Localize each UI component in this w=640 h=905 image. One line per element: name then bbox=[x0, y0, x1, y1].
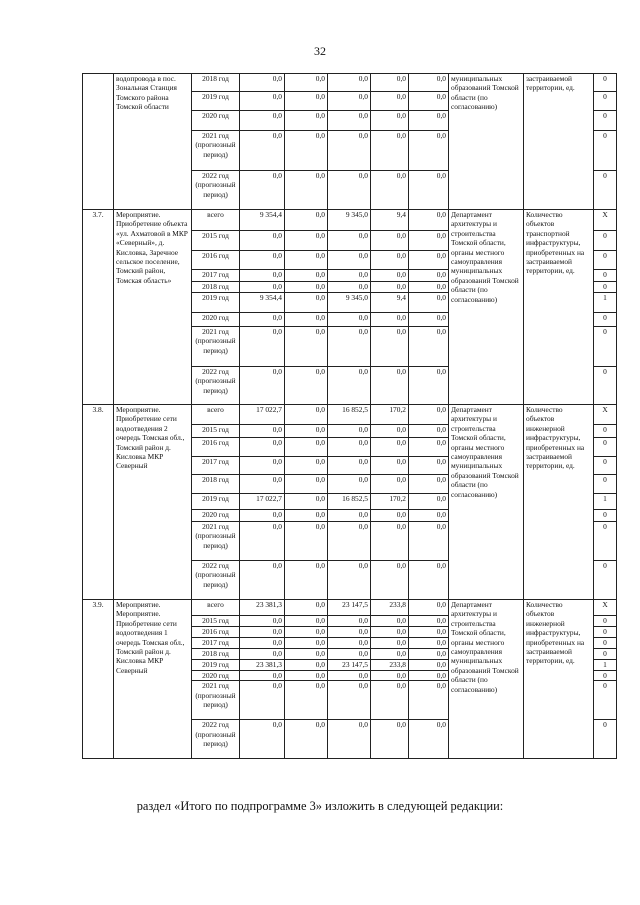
value-regional: 0,0 bbox=[328, 92, 371, 111]
indicator-value: 0 bbox=[594, 270, 617, 282]
period-cell: 2019 год bbox=[192, 660, 240, 671]
value-regional: 0,0 bbox=[328, 270, 371, 282]
value-extrabudget: 0,0 bbox=[409, 720, 449, 759]
indicator-value: 0 bbox=[594, 231, 617, 251]
value-regional: 0,0 bbox=[328, 231, 371, 251]
period-cell: 2020 год bbox=[192, 671, 240, 681]
value-regional: 0,0 bbox=[328, 522, 371, 561]
value-local: 0,0 bbox=[371, 131, 409, 171]
value-total: 9 354,4 bbox=[240, 210, 285, 231]
value-local: 0,0 bbox=[371, 561, 409, 600]
value-federal: 0,0 bbox=[285, 649, 328, 660]
value-regional: 0,0 bbox=[328, 616, 371, 627]
value-regional: 16 852,5 bbox=[328, 494, 371, 510]
value-local: 0,0 bbox=[371, 231, 409, 251]
period-cell: 2017 год bbox=[192, 638, 240, 649]
table-row bbox=[83, 210, 617, 231]
indicator-value: 0 bbox=[594, 681, 617, 720]
value-total: 0,0 bbox=[240, 171, 285, 210]
value-extrabudget: 0,0 bbox=[409, 210, 449, 231]
period-cell: 2022 год (прогнозный период) bbox=[192, 367, 240, 405]
value-total: 0,0 bbox=[240, 561, 285, 600]
table-row bbox=[83, 74, 617, 92]
value-total: 0,0 bbox=[240, 131, 285, 171]
value-local: 0,0 bbox=[371, 425, 409, 438]
value-federal: 0,0 bbox=[285, 660, 328, 671]
indicator-value: 0 bbox=[594, 171, 617, 210]
value-total: 0,0 bbox=[240, 616, 285, 627]
value-regional: 0,0 bbox=[328, 671, 371, 681]
period-cell: 2018 год bbox=[192, 475, 240, 494]
value-local: 233,8 bbox=[371, 600, 409, 616]
value-total: 0,0 bbox=[240, 681, 285, 720]
value-extrabudget: 0,0 bbox=[409, 660, 449, 671]
value-extrabudget: 0,0 bbox=[409, 231, 449, 251]
table-row bbox=[83, 405, 617, 425]
value-regional: 23 147,5 bbox=[328, 600, 371, 616]
value-regional: 0,0 bbox=[328, 313, 371, 327]
value-local: 0,0 bbox=[371, 627, 409, 638]
value-local: 0,0 bbox=[371, 74, 409, 92]
value-total: 0,0 bbox=[240, 111, 285, 131]
value-total: 0,0 bbox=[240, 270, 285, 282]
value-total: 0,0 bbox=[240, 92, 285, 111]
value-federal: 0,0 bbox=[285, 522, 328, 561]
value-local: 9,4 bbox=[371, 293, 409, 313]
indicator-value: 0 bbox=[594, 522, 617, 561]
value-regional: 0,0 bbox=[328, 649, 371, 660]
period-cell: 2021 год (прогнозный период) bbox=[192, 522, 240, 561]
period-cell: всего bbox=[192, 405, 240, 425]
period-cell: 2021 год (прогнозный период) bbox=[192, 681, 240, 720]
value-federal: 0,0 bbox=[285, 282, 328, 293]
executor-cell: муниципальных образований Томской области (по согласованию) bbox=[449, 74, 524, 210]
indicator-value: 0 bbox=[594, 282, 617, 293]
value-regional: 0,0 bbox=[328, 425, 371, 438]
period-cell: 2015 год bbox=[192, 616, 240, 627]
value-total: 0,0 bbox=[240, 522, 285, 561]
value-federal: 0,0 bbox=[285, 475, 328, 494]
period-cell: 2016 год bbox=[192, 627, 240, 638]
measure-number bbox=[83, 74, 114, 210]
executor-cell: Департамент архитектуры и строительства Томской области, органы местного самоуправления муниципальных образований Томской области (по согласованию) bbox=[449, 405, 524, 600]
value-total: 0,0 bbox=[240, 231, 285, 251]
value-federal: 0,0 bbox=[285, 561, 328, 600]
indicator-value: 0 bbox=[594, 367, 617, 405]
period-cell: 2019 год bbox=[192, 494, 240, 510]
value-extrabudget: 0,0 bbox=[409, 638, 449, 649]
value-regional: 23 147,5 bbox=[328, 660, 371, 671]
period-cell: 2019 год bbox=[192, 293, 240, 313]
measure-name: Мероприятие. Приобретение объекта «ул. Ахматовой в МКР «Северный», д. Кисловка, Заречное сельское поселение, Томский район, Томская область» bbox=[114, 210, 192, 405]
indicator-value: 0 bbox=[594, 131, 617, 171]
value-extrabudget: 0,0 bbox=[409, 367, 449, 405]
indicator-value: 0 bbox=[594, 561, 617, 600]
period-cell: 2015 год bbox=[192, 231, 240, 251]
value-total: 9 354,4 bbox=[240, 293, 285, 313]
indicator-value: 0 bbox=[594, 111, 617, 131]
value-total: 0,0 bbox=[240, 457, 285, 475]
value-federal: 0,0 bbox=[285, 111, 328, 131]
indicator-value: 0 bbox=[594, 425, 617, 438]
value-local: 0,0 bbox=[371, 522, 409, 561]
value-extrabudget: 0,0 bbox=[409, 522, 449, 561]
period-cell: 2022 год (прогнозный период) bbox=[192, 171, 240, 210]
value-local: 0,0 bbox=[371, 367, 409, 405]
value-total: 0,0 bbox=[240, 510, 285, 522]
indicator-name: Количество объектов инженерной инфраструктуры, приобретенных на застраиваемой территории, ед. bbox=[524, 405, 594, 600]
value-regional: 0,0 bbox=[328, 438, 371, 457]
value-local: 0,0 bbox=[371, 270, 409, 282]
value-regional: 0,0 bbox=[328, 638, 371, 649]
value-extrabudget: 0,0 bbox=[409, 425, 449, 438]
value-local: 0,0 bbox=[371, 457, 409, 475]
value-local: 0,0 bbox=[371, 438, 409, 457]
value-federal: 0,0 bbox=[285, 627, 328, 638]
value-extrabudget: 0,0 bbox=[409, 92, 449, 111]
subprogram-table bbox=[82, 73, 617, 759]
value-regional: 0,0 bbox=[328, 561, 371, 600]
indicator-value: 0 bbox=[594, 457, 617, 475]
value-regional: 0,0 bbox=[328, 457, 371, 475]
value-federal: 0,0 bbox=[285, 171, 328, 210]
value-local: 0,0 bbox=[371, 720, 409, 759]
period-cell: 2022 год (прогнозный период) bbox=[192, 561, 240, 600]
measure-number: 3.9. bbox=[83, 600, 114, 759]
value-extrabudget: 0,0 bbox=[409, 627, 449, 638]
indicator-name: застраиваемой территории, ед. bbox=[524, 74, 594, 210]
value-extrabudget: 0,0 bbox=[409, 313, 449, 327]
indicator-value: X bbox=[594, 600, 617, 616]
value-federal: 0,0 bbox=[285, 616, 328, 627]
value-local: 0,0 bbox=[371, 282, 409, 293]
value-extrabudget: 0,0 bbox=[409, 405, 449, 425]
period-cell: 2017 год bbox=[192, 457, 240, 475]
period-cell: 2020 год bbox=[192, 111, 240, 131]
period-cell: 2019 год bbox=[192, 92, 240, 111]
value-federal: 0,0 bbox=[285, 681, 328, 720]
indicator-value: 0 bbox=[594, 74, 617, 92]
value-federal: 0,0 bbox=[285, 438, 328, 457]
value-extrabudget: 0,0 bbox=[409, 561, 449, 600]
value-federal: 0,0 bbox=[285, 313, 328, 327]
executor-cell: Департамент архитектуры и строительства Томской области, органы местного самоуправления муниципальных образований Томской области (по согласованию) bbox=[449, 210, 524, 405]
value-extrabudget: 0,0 bbox=[409, 293, 449, 313]
value-extrabudget: 0,0 bbox=[409, 270, 449, 282]
value-total: 23 381,3 bbox=[240, 600, 285, 616]
value-total: 0,0 bbox=[240, 720, 285, 759]
period-cell: 2021 год (прогнозный период) bbox=[192, 131, 240, 171]
value-regional: 0,0 bbox=[328, 282, 371, 293]
period-cell: всего bbox=[192, 210, 240, 231]
indicator-value: 0 bbox=[594, 438, 617, 457]
value-extrabudget: 0,0 bbox=[409, 131, 449, 171]
period-cell: 2022 год (прогнозный период) bbox=[192, 720, 240, 759]
value-local: 0,0 bbox=[371, 313, 409, 327]
value-extrabudget: 0,0 bbox=[409, 671, 449, 681]
indicator-name: Количество объектов транспортной инфраструктуры, приобретенных на застраиваемой территории, ед. bbox=[524, 210, 594, 405]
value-total: 0,0 bbox=[240, 475, 285, 494]
indicator-value: 0 bbox=[594, 251, 617, 270]
value-local: 0,0 bbox=[371, 92, 409, 111]
value-federal: 0,0 bbox=[285, 231, 328, 251]
value-local: 170,2 bbox=[371, 494, 409, 510]
value-regional: 0,0 bbox=[328, 74, 371, 92]
value-regional: 0,0 bbox=[328, 131, 371, 171]
value-total: 0,0 bbox=[240, 627, 285, 638]
value-federal: 0,0 bbox=[285, 92, 328, 111]
value-local: 0,0 bbox=[371, 171, 409, 210]
value-regional: 0,0 bbox=[328, 720, 371, 759]
value-local: 233,8 bbox=[371, 660, 409, 671]
value-total: 17 022,7 bbox=[240, 494, 285, 510]
section-footer-text: раздел «Итого по подпрограмме 3» изложить в следующей редакции: bbox=[136, 799, 504, 813]
period-cell: 2021 год (прогнозный период) bbox=[192, 327, 240, 367]
value-extrabudget: 0,0 bbox=[409, 616, 449, 627]
measure-name: Мероприятие. Приобретение сети водоотведения 2 очередь Томская обл., Томский район д. Кисловка МКР Северный bbox=[114, 405, 192, 600]
indicator-value: 0 bbox=[594, 616, 617, 627]
value-total: 0,0 bbox=[240, 425, 285, 438]
indicator-value: 0 bbox=[594, 475, 617, 494]
value-extrabudget: 0,0 bbox=[409, 457, 449, 475]
period-cell: 2018 год bbox=[192, 74, 240, 92]
value-extrabudget: 0,0 bbox=[409, 438, 449, 457]
value-extrabudget: 0,0 bbox=[409, 282, 449, 293]
value-regional: 9 345,0 bbox=[328, 210, 371, 231]
value-local: 0,0 bbox=[371, 671, 409, 681]
value-total: 0,0 bbox=[240, 74, 285, 92]
value-federal: 0,0 bbox=[285, 131, 328, 171]
indicator-value: X bbox=[594, 405, 617, 425]
value-extrabudget: 0,0 bbox=[409, 510, 449, 522]
value-total: 0,0 bbox=[240, 327, 285, 367]
value-federal: 0,0 bbox=[285, 327, 328, 367]
value-total: 0,0 bbox=[240, 282, 285, 293]
value-local: 0,0 bbox=[371, 616, 409, 627]
indicator-value: 0 bbox=[594, 627, 617, 638]
value-local: 9,4 bbox=[371, 210, 409, 231]
value-extrabudget: 0,0 bbox=[409, 74, 449, 92]
value-local: 0,0 bbox=[371, 111, 409, 131]
value-federal: 0,0 bbox=[285, 270, 328, 282]
value-local: 0,0 bbox=[371, 681, 409, 720]
value-federal: 0,0 bbox=[285, 720, 328, 759]
value-federal: 0,0 bbox=[285, 510, 328, 522]
value-regional: 0,0 bbox=[328, 171, 371, 210]
period-cell: 2017 год bbox=[192, 270, 240, 282]
indicator-value: 0 bbox=[594, 510, 617, 522]
value-regional: 0,0 bbox=[328, 367, 371, 405]
measure-name: водопровода в пос. Зональная Станция Томского района Томской области bbox=[114, 74, 192, 210]
period-cell: 2018 год bbox=[192, 649, 240, 660]
value-regional: 9 345,0 bbox=[328, 293, 371, 313]
table-row bbox=[83, 600, 617, 616]
value-regional: 16 852,5 bbox=[328, 405, 371, 425]
value-total: 23 381,3 bbox=[240, 660, 285, 671]
value-federal: 0,0 bbox=[285, 210, 328, 231]
value-federal: 0,0 bbox=[285, 425, 328, 438]
measure-number: 3.7. bbox=[83, 210, 114, 405]
period-cell: 2016 год bbox=[192, 251, 240, 270]
indicator-value: 0 bbox=[594, 649, 617, 660]
value-extrabudget: 0,0 bbox=[409, 600, 449, 616]
value-federal: 0,0 bbox=[285, 74, 328, 92]
value-local: 0,0 bbox=[371, 510, 409, 522]
value-federal: 0,0 bbox=[285, 251, 328, 270]
indicator-value: 0 bbox=[594, 313, 617, 327]
value-regional: 0,0 bbox=[328, 327, 371, 367]
period-cell: всего bbox=[192, 600, 240, 616]
value-extrabudget: 0,0 bbox=[409, 111, 449, 131]
period-cell: 2020 год bbox=[192, 510, 240, 522]
value-extrabudget: 0,0 bbox=[409, 649, 449, 660]
value-federal: 0,0 bbox=[285, 457, 328, 475]
value-federal: 0,0 bbox=[285, 405, 328, 425]
value-federal: 0,0 bbox=[285, 638, 328, 649]
value-regional: 0,0 bbox=[328, 627, 371, 638]
value-federal: 0,0 bbox=[285, 600, 328, 616]
indicator-value: X bbox=[594, 210, 617, 231]
value-regional: 0,0 bbox=[328, 251, 371, 270]
value-regional: 0,0 bbox=[328, 475, 371, 494]
value-federal: 0,0 bbox=[285, 494, 328, 510]
value-regional: 0,0 bbox=[328, 681, 371, 720]
value-total: 0,0 bbox=[240, 251, 285, 270]
value-regional: 0,0 bbox=[328, 111, 371, 131]
value-total: 0,0 bbox=[240, 649, 285, 660]
value-federal: 0,0 bbox=[285, 293, 328, 313]
period-cell: 2016 год bbox=[192, 438, 240, 457]
indicator-name: Количество объектов инженерной инфраструктуры, приобретенных на застраиваемой территории, ед. bbox=[524, 600, 594, 759]
value-extrabudget: 0,0 bbox=[409, 171, 449, 210]
period-cell: 2015 год bbox=[192, 425, 240, 438]
value-regional: 0,0 bbox=[328, 510, 371, 522]
indicator-value: 1 bbox=[594, 494, 617, 510]
period-cell: 2018 год bbox=[192, 282, 240, 293]
value-local: 0,0 bbox=[371, 638, 409, 649]
indicator-value: 1 bbox=[594, 293, 617, 313]
value-extrabudget: 0,0 bbox=[409, 475, 449, 494]
value-total: 0,0 bbox=[240, 313, 285, 327]
indicator-value: 0 bbox=[594, 638, 617, 649]
executor-cell: Департамент архитектуры и строительства Томской области, органы местного самоуправления муниципальных образований Томской области (по согласованию) bbox=[449, 600, 524, 759]
value-local: 0,0 bbox=[371, 327, 409, 367]
indicator-value: 0 bbox=[594, 327, 617, 367]
page-number: 32 bbox=[314, 44, 326, 58]
value-federal: 0,0 bbox=[285, 671, 328, 681]
indicator-value: 0 bbox=[594, 720, 617, 759]
value-total: 17 022,7 bbox=[240, 405, 285, 425]
measure-number: 3.8. bbox=[83, 405, 114, 600]
value-total: 0,0 bbox=[240, 367, 285, 405]
indicator-value: 0 bbox=[594, 92, 617, 111]
value-local: 0,0 bbox=[371, 649, 409, 660]
indicator-value: 0 bbox=[594, 671, 617, 681]
value-extrabudget: 0,0 bbox=[409, 327, 449, 367]
value-extrabudget: 0,0 bbox=[409, 681, 449, 720]
measure-name: Мероприятие. Мероприятие. Приобретение сети водоотведения 1 очередь Томская обл., Томский район д. Кисловка МКР Северный bbox=[114, 600, 192, 759]
indicator-value: 1 bbox=[594, 660, 617, 671]
value-extrabudget: 0,0 bbox=[409, 251, 449, 270]
value-total: 0,0 bbox=[240, 638, 285, 649]
value-total: 0,0 bbox=[240, 671, 285, 681]
value-extrabudget: 0,0 bbox=[409, 494, 449, 510]
value-local: 0,0 bbox=[371, 475, 409, 494]
value-total: 0,0 bbox=[240, 438, 285, 457]
value-local: 170,2 bbox=[371, 405, 409, 425]
period-cell: 2020 год bbox=[192, 313, 240, 327]
value-local: 0,0 bbox=[371, 251, 409, 270]
value-federal: 0,0 bbox=[285, 367, 328, 405]
